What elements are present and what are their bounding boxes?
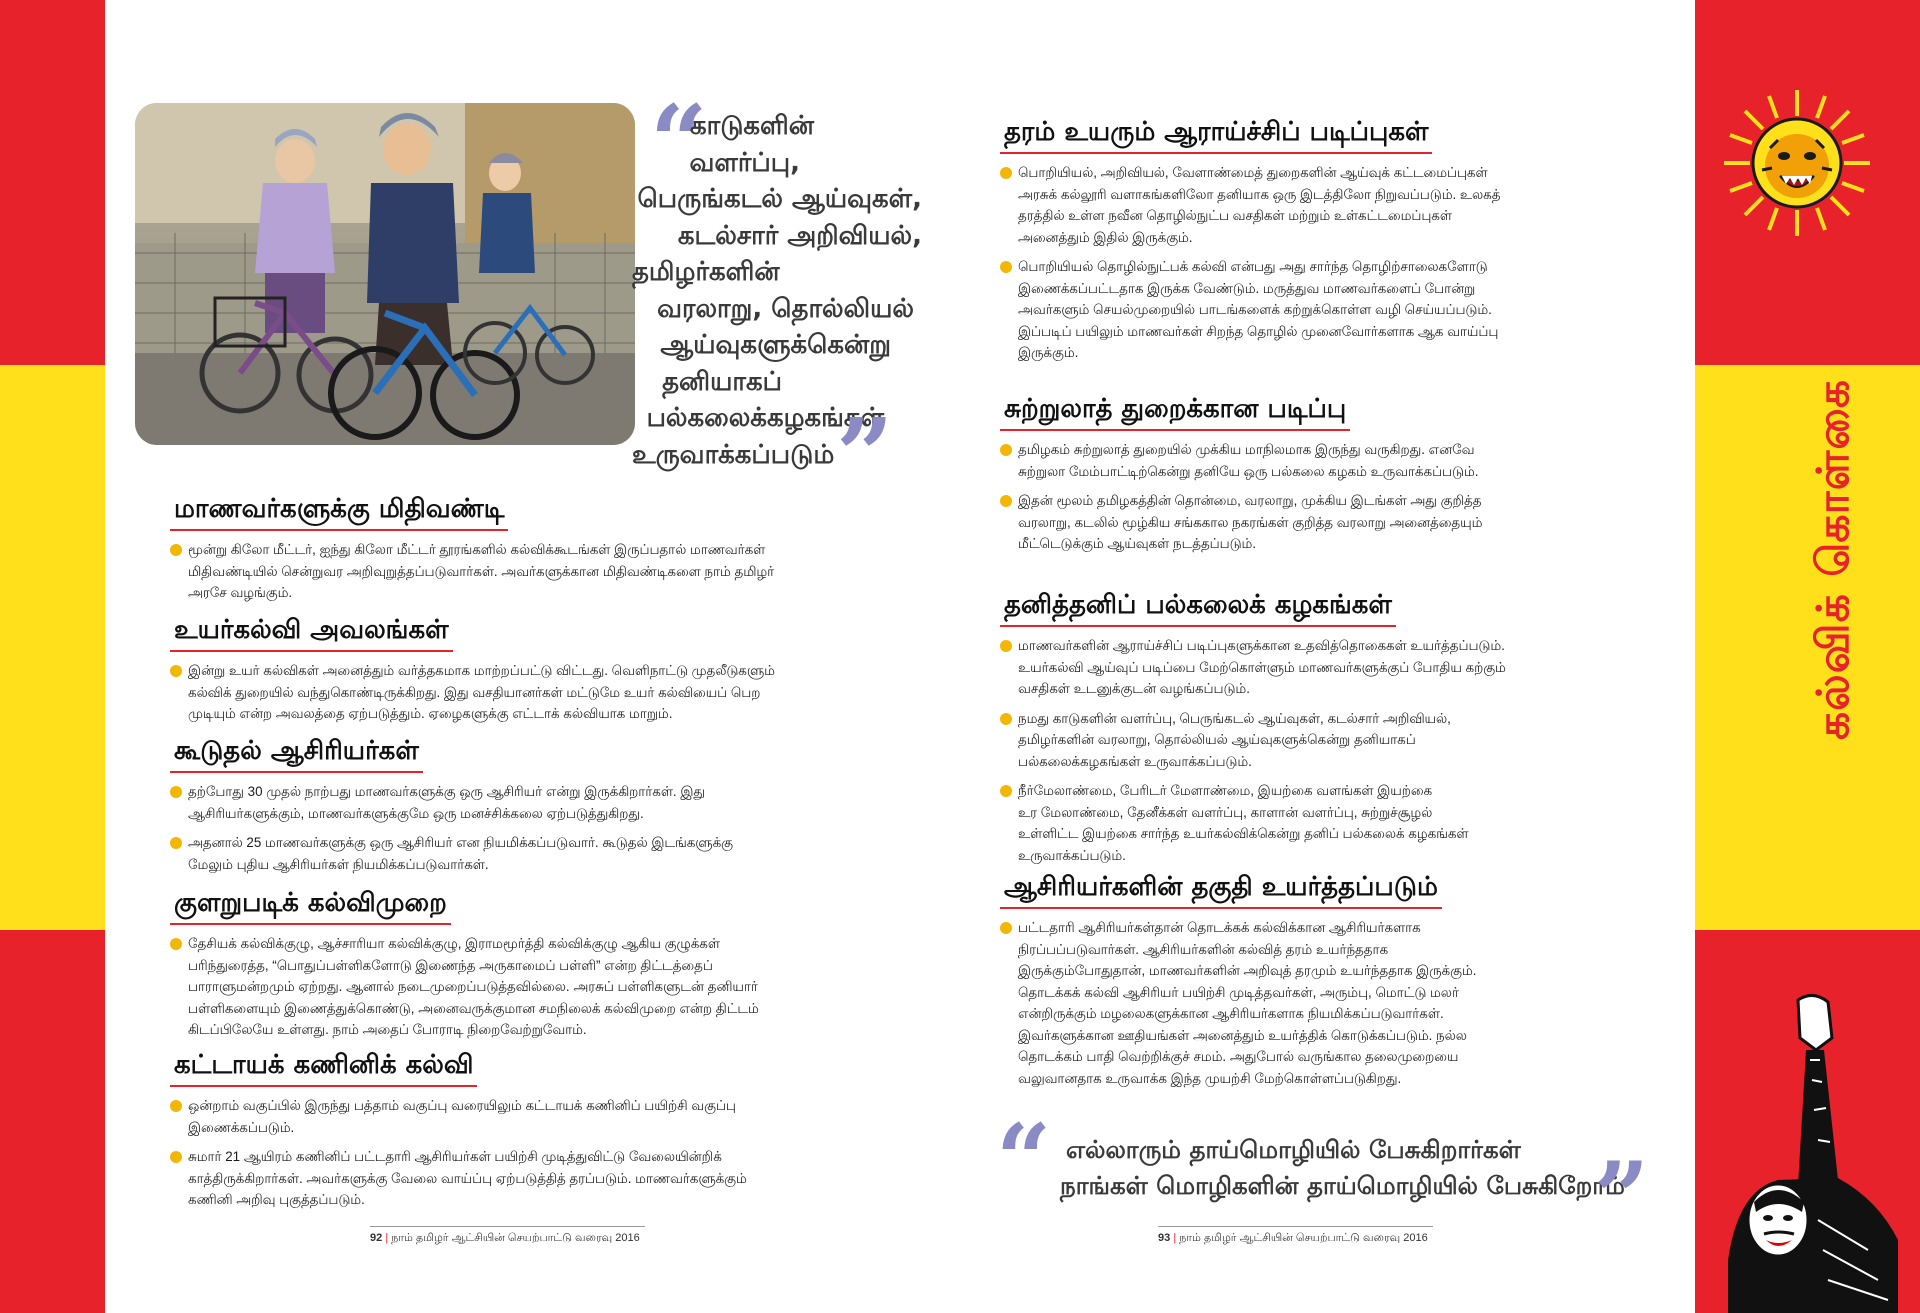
section-title: ஆசிரியர்களின் தகுதி உயர்த்தப்படும் [1000,872,1442,909]
footer-text: நாம் தமிழர் ஆட்சியின் செயற்பாட்டு வரைவு 2016 [1179,1232,1428,1244]
list-item: பொறியியல் தொழில்நுட்பக் கல்வி என்பது அது சார்ந்த தொழிற்சாலைகளோடு இணைக்கப்பட்டதாக இருக்க வேண்டும். மருத்துவ மாணவர்களைப் போன்று அவர்களும் செயல்முறையில் பாடங்களைக் கற்றுக்கொள்ள வழி செய்யப்படும். இப்படிப் பயிலும் மாணவர்கள் சிறந்த தொழில் முனைவோர்களாக ஆக வாய்ப்பு இருக்கும். [1000,256,1640,364]
tiger-emblem-icon [1722,88,1872,238]
section-separate-universities [1000,590,1640,874]
section-tourism-studies [1000,394,1640,563]
list-item: பட்டதாரி ஆசிரியர்கள்தான் தொடக்கக் கல்விக்கான ஆசிரியர்களாக நிரப்பப்படுவார்கள். ஆசிரியர்களின் கல்வித் தரம் உயர்ந்ததாக இருக்கும்போதுதான், மாணவர்களின் அறிவுத் தரமும் உயர்ந்ததாக இருக்கும். தொடக்கக் கல்வி ஆசிரியர் பயிற்சி முடித்தவர்கள், அரும்பு, மொட்டு மலர் என்றிருக்கும் மழலைகளுக்கான ஆசிரியர்களாக நியமிக்கப்படுவார்கள். இவர்களுக்கான ஊதியங்கள் அனைத்தும் உயர்த்திக் கொடுக்கப்படும். நல்ல தொடக்கம் பாதி வெற்றிக்குச் சமம். அதுபோல் வருங்கால தலைமுறையை வலுவானதாக உருவாக்க இந்த முயற்சி மேற்கொள்ளப்படுகிறது. [1000,917,1640,1089]
section-teacher-qualification [1000,872,1640,1097]
pull-quote-top: காடுகளின் வளர்ப்பு, பெருங்கடல் ஆய்வுகள், கடல்சார் அறிவியல், தமிழர்களின் வரலாறு, தொல்லியல் ஆய்வுகளுக்கென்று தனியாகப் பல்கலைக்கழகங்கள் உருவாக்கப்படும் [632,111,922,470]
open-quote-icon: “ [996,1103,1052,1216]
close-quote-icon: ” [1594,1141,1650,1254]
section-title: சுற்றுலாத் துறைக்கான படிப்பு [1000,394,1350,431]
list-item: இன்று உயர் கல்விகள் அனைத்தும் வர்த்தகமாக மாற்றப்பட்டு விட்டது. வெளிநாட்டு முதலீடுகளும் கல்விக் துறையில் வந்துகொண்டிருக்கிறது. இது வசதியானர்கள் மட்டுமே உயர் கல்வியைப் பெற முடியும் என்ற அவலத்தை ஏற்படுத்தும். ஏழைகளுக்கு எட்டாக் கல்வியாக மாறும். [170,660,930,725]
footer-left: 92 | நாம் தமிழர் ஆட்சியின் செயற்பாட்டு வரைவு 2016 [370,1232,640,1246]
list-item: நமது காடுகளின் வளர்ப்பு, பெருங்கடல் ஆய்வுகள், கடல்சார் அறிவியல், தமிழர்களின் வரலாறு, தொல்லியல் ஆய்வுகளுக்கென்று தனியாகப் பல்கலைக்கழகங்கள் உருவாக்கப்படும். [1000,708,1640,773]
section-title: குளறுபடிக் கல்விமுறை [170,888,451,925]
section-title: கட்டாயக் கணினிக் கல்வி [170,1050,477,1087]
page-number: 93 [1158,1232,1171,1244]
close-quote-icon: ” [836,396,894,514]
list-item: இதன் மூலம் தமிழகத்தின் தொன்மை, வரலாறு, முக்கிய இடங்கள் அது குறித்த வரலாறு, கடலில் மூழ்கிய சங்ககால நகரங்கள் குறித்த வரலாறு அனைத்தையும் மீட்டெடுக்கும் ஆய்வுகள் நடத்தப்படும். [1000,490,1640,555]
left-color-band [0,0,105,1313]
section-title: கூடுதல் ஆசிரியர்கள் [170,736,423,773]
list-item: நீர்மேலாண்மை, பேரிடர் மேளாண்மை, இயற்கை வளங்கள் இயற்கை உர மேலாண்மை, தேனீக்கள் வளர்ப்பு, காளான் வளர்ப்பு, சுற்றுச்சூழல் உள்ளிட்ட இயற்கை சார்ந்த உயர்கல்விக்கென்று தனிப் பல்கலைக் கழகங்கள் உருவாக்கப்படும். [1000,780,1640,866]
open-quote-icon: “ [650,83,708,201]
section-confused-education-system [170,888,930,1049]
section-additional-teachers [170,736,930,883]
footer-text: நாம் தமிழர் ஆட்சியின் செயற்பாட்டு வரைவு 2016 [391,1232,640,1244]
section-research-studies [1000,117,1640,372]
list-item: ஒன்றாம் வகுப்பில் இருந்து பத்தாம் வகுப்பு வரையிலும் கட்டாயக் கணினிப் பயிற்சி வகுப்பு இணைக்கப்படும். [170,1095,930,1138]
footer-right: 93 | நாம் தமிழர் ஆட்சியின் செயற்பாட்டு வரைவு 2016 [1158,1232,1428,1246]
children-cycling-photo [135,103,635,445]
list-item: தேசியக் கல்விக்குழு, ஆச்சாரியா கல்விக்குழு, இராமமூர்த்தி கல்விக்குழு ஆகிய குழுக்கள் பரிந்துரைத்த, “பொதுப்பள்ளிகளோடு இணைந்த அருகாமைப் பள்ளி” என்ற திட்டத்தைப் பாராளுமன்றமும் ஏற்றது. ஆனால் நடைமுறைப்படுத்தவில்லை. அரசுப் பள்ளிகளுடன் தனியார் பள்ளிகளையும் இணைத்துக்கொண்டு, அனைவருக்குமான சமநிலைக் கல்விமுறை என்ற திட்டம் கிடப்பிலேயே உள்ளது. நாம் அதைப் போராடி நிறைவேற்றுவோம். [170,933,930,1041]
list-item: சுமார் 21 ஆயிரம் கணினிப் பட்டதாரி ஆசிரியர்கள் பயிற்சி முடித்துவிட்டு வேலையின்றிக் காத்திருக்கிறார்கள். அவர்களுக்கு வேலை வாய்ப்பு ஏற்படுத்தித் தரப்படும். மாணவர்களுக்கும் கணினி அறிவு புகுத்தப்படும். [170,1146,930,1211]
raised-fist-leader-illustration [1728,990,1898,1313]
section-title: தரம் உயரும் ஆராய்ச்சிப் படிப்புகள் [1000,117,1432,154]
list-item: பொறியியல், அறிவியல், வேளாண்மைத் துறைகளின் ஆய்வுக் கட்டமைப்புகள் அரசுக் கல்லூரி வளாகங்களிலோ தனியாக ஒரு இடத்திலோ நிறுவப்படும். உலகத் தரத்தில் உள்ள நவீன தொழில்நுட்ப வசதிகள் மற்றும் உள்கட்டமைப்புகள் அனைத்தும் இதில் இருக்கும். [1000,162,1640,248]
section-title: உயர்கல்வி அவலங்கள் [170,615,453,652]
list-item: தமிழகம் சுற்றுலாத் துறையில் முக்கிய மாநிலமாக இருந்து வருகிறது. எனவே சுற்றுலா மேம்பாட்டிற்கென்று தனியே ஒரு பல்கலை கழகம் உருவாக்கப்படும். [1000,439,1640,482]
list-item: தற்போது 30 முதல் நாற்பது மாணவர்களுக்கு ஒரு ஆசிரியர் என்று இருக்கிறார்கள். இது ஆசிரியர்களுக்கும், மாணவர்களுக்குமே ஒரு மனச்சிக்கலை ஏற்படுத்துகிறது. [170,781,930,824]
side-section-title: கல்விக் கொள்கை [1808,378,1859,740]
section-title: மாணவர்களுக்கு மிதிவண்டி [170,494,508,531]
pull-quote-bottom: எல்லாரும் தாய்மொழியில் பேசுகிறார்கள் நாங்கள் மொழிகளின் தாய்மொழியில் பேசுகிறோம் [1060,1135,1625,1200]
list-item: மூன்று கிலோ மீட்டர், ஐந்து கிலோ மீட்டர் தூரங்களில் கல்விக்கூடங்கள் இருப்பதால் மாணவர்கள் மிதிவண்டியில் சென்றுவர அறிவுறுத்தப்படுவார்கள். அவர்களுக்கான மிதிவண்டிகளை நாம் தமிழர் அரசே வழங்கும். [170,539,930,604]
section-title: தனித்தனிப் பல்கலைக் கழகங்கள் [1000,590,1396,627]
list-item: மாணவர்களின் ஆராய்ச்சிப் படிப்புகளுக்கான உதவித்தொகைகள் உயர்த்தப்படும். உயர்கல்வி ஆய்வுப் படிப்பை மேற்கொள்ளும் மாணவர்களுக்குப் போதிய கற்கும் வசதிகள் உடனுக்குடன் வழங்கப்படும். [1000,635,1640,700]
section-bicycles [170,494,930,612]
section-compulsory-computer-education [170,1050,930,1219]
list-item: அதனால் 25 மாணவர்களுக்கு ஒரு ஆசிரியர் என நியமிக்கப்படுவார். கூடுதல் இடங்களுக்கு மேலும் புதிய ஆசிரியர்கள் நியமிக்கப்படுவார்கள். [170,832,930,875]
section-higher-education-woes [170,615,930,733]
page-number: 92 [370,1232,383,1244]
